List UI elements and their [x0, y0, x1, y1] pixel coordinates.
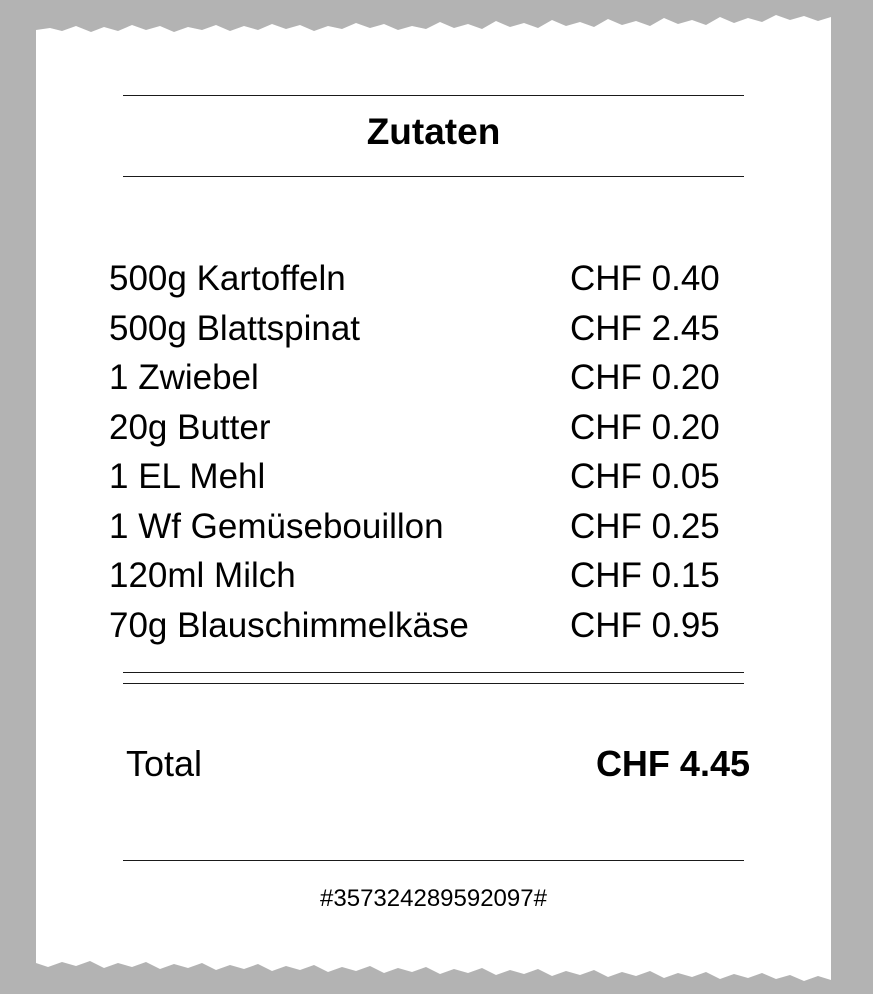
list-item [109, 601, 745, 651]
list-item [109, 353, 745, 403]
total-row [126, 742, 750, 786]
receipt [36, 8, 831, 994]
item-price: CHF 0.05 [570, 457, 720, 496]
item-name: 1 EL Mehl [109, 457, 266, 496]
item-price: CHF 0.15 [570, 556, 720, 595]
item-name: 120ml Milch [109, 556, 296, 595]
list-item [109, 254, 745, 304]
title-rule [123, 176, 744, 177]
item-price: CHF 0.25 [570, 506, 720, 546]
top-rule [123, 95, 744, 96]
list-item [109, 452, 745, 502]
item-list [109, 254, 745, 650]
list-item [109, 551, 745, 601]
list-item [109, 403, 745, 453]
item-name: 500g Blattspinat [109, 308, 361, 348]
total-rule-lower [123, 683, 744, 684]
item-price: CHF 0.20 [570, 407, 720, 447]
item-name: 1 Zwiebel [109, 358, 259, 397]
list-item [109, 304, 745, 354]
item-price: CHF 0.20 [570, 358, 720, 397]
item-name: 1 Wf Gemüsebouillon [109, 506, 444, 546]
item-name: 70g Blauschimmelkäse [109, 605, 469, 645]
total-label: Total [126, 743, 203, 784]
receipt-title: Zutaten [366, 111, 501, 152]
footer-rule [123, 860, 744, 861]
list-item [109, 502, 745, 552]
total-rule-upper [123, 672, 744, 673]
receipt-code: #357324289592097# [320, 885, 547, 912]
item-price: CHF 2.45 [570, 308, 720, 348]
item-price: CHF 0.95 [570, 605, 720, 645]
item-price: CHF 0.40 [570, 259, 720, 298]
total-amount: CHF 4.45 [595, 743, 750, 784]
receipt-content [36, 8, 831, 994]
item-name: 20g Butter [109, 407, 271, 447]
item-name: 500g Kartoffeln [109, 259, 346, 298]
